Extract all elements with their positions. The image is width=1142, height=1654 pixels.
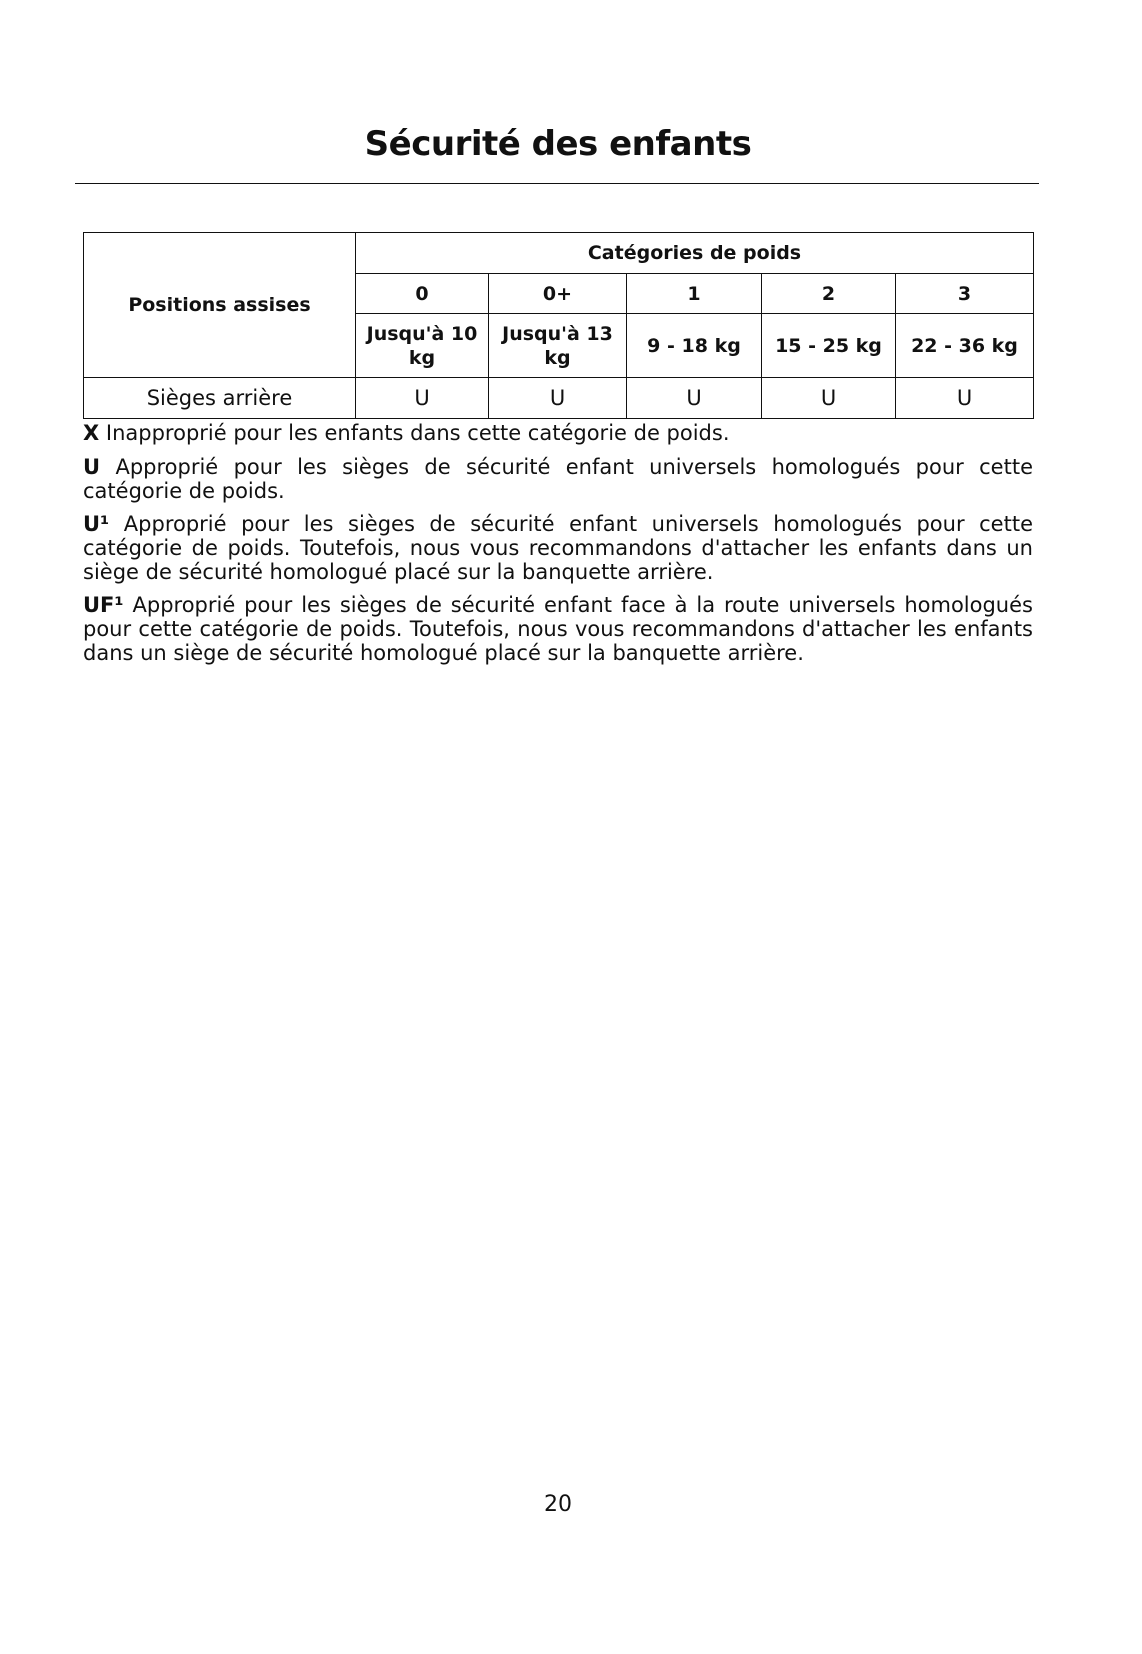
category-label: 1 bbox=[627, 274, 762, 314]
category-range: 15 - 25 kg bbox=[762, 314, 896, 378]
legend-item-u bbox=[83, 455, 1033, 503]
legend-item-uf1 bbox=[83, 593, 1033, 665]
row-header-seating-positions: Positions assises bbox=[84, 233, 356, 378]
category-range-line1: Jusqu'à 10 bbox=[366, 322, 478, 345]
category-range: 22 - 36 kg bbox=[896, 314, 1034, 378]
category-label: 2 bbox=[762, 274, 896, 314]
category-range-line2: kg bbox=[408, 346, 436, 369]
title-divider bbox=[75, 183, 1039, 184]
legend-item-u1 bbox=[83, 512, 1033, 584]
category-range: 9 - 18 kg bbox=[627, 314, 762, 378]
category-range bbox=[356, 314, 489, 378]
suitability-cell: U bbox=[896, 378, 1034, 419]
category-range bbox=[489, 314, 627, 378]
table-row bbox=[84, 378, 1034, 419]
suitability-cell: U bbox=[356, 378, 489, 419]
page-title: Sécurité des enfants bbox=[364, 124, 752, 164]
suitability-cell: U bbox=[489, 378, 627, 419]
legend-code: X bbox=[83, 421, 100, 445]
legend-item-x bbox=[83, 421, 1033, 445]
category-label: 0+ bbox=[489, 274, 627, 314]
suitability-cell: U bbox=[762, 378, 896, 419]
category-label: 0 bbox=[356, 274, 489, 314]
legend-code: UF¹ bbox=[83, 593, 124, 617]
category-range-line2: kg bbox=[544, 346, 571, 369]
category-range-line1: Jusqu'à 13 bbox=[502, 322, 613, 345]
category-label: 3 bbox=[896, 274, 1034, 314]
legend-text: Approprié pour les sièges de sécurité enfant face à la route universels homologués pour cette catégorie de poids. Toutefois, nous vous recommandons d'attacher les enfants dans un siège de sécurité homologué placé sur la banquette arrière. bbox=[83, 593, 1033, 665]
legend-text: Inapproprié pour les enfants dans cette catégorie de poids. bbox=[105, 421, 730, 445]
legend-text: Approprié pour les sièges de sécurité enfant universels homologués pour cette catégorie de poids. Toutefois, nous vous recommandons d'attacher les enfants dans un siège de sécurité homologué placé sur la banquette arrière. bbox=[83, 512, 1033, 584]
seat-position-label: Sièges arrière bbox=[84, 378, 356, 419]
page-number: 20 bbox=[544, 1492, 572, 1517]
suitability-cell: U bbox=[627, 378, 762, 419]
weight-categories-table bbox=[83, 232, 1034, 419]
legend-code: U¹ bbox=[83, 512, 110, 536]
legend-text: Approprié pour les sièges de sécurité enfant universels homologués pour cette catégorie de poids. bbox=[83, 455, 1033, 503]
group-header-weight-categories: Catégories de poids bbox=[356, 233, 1034, 274]
legend-code: U bbox=[83, 455, 101, 479]
